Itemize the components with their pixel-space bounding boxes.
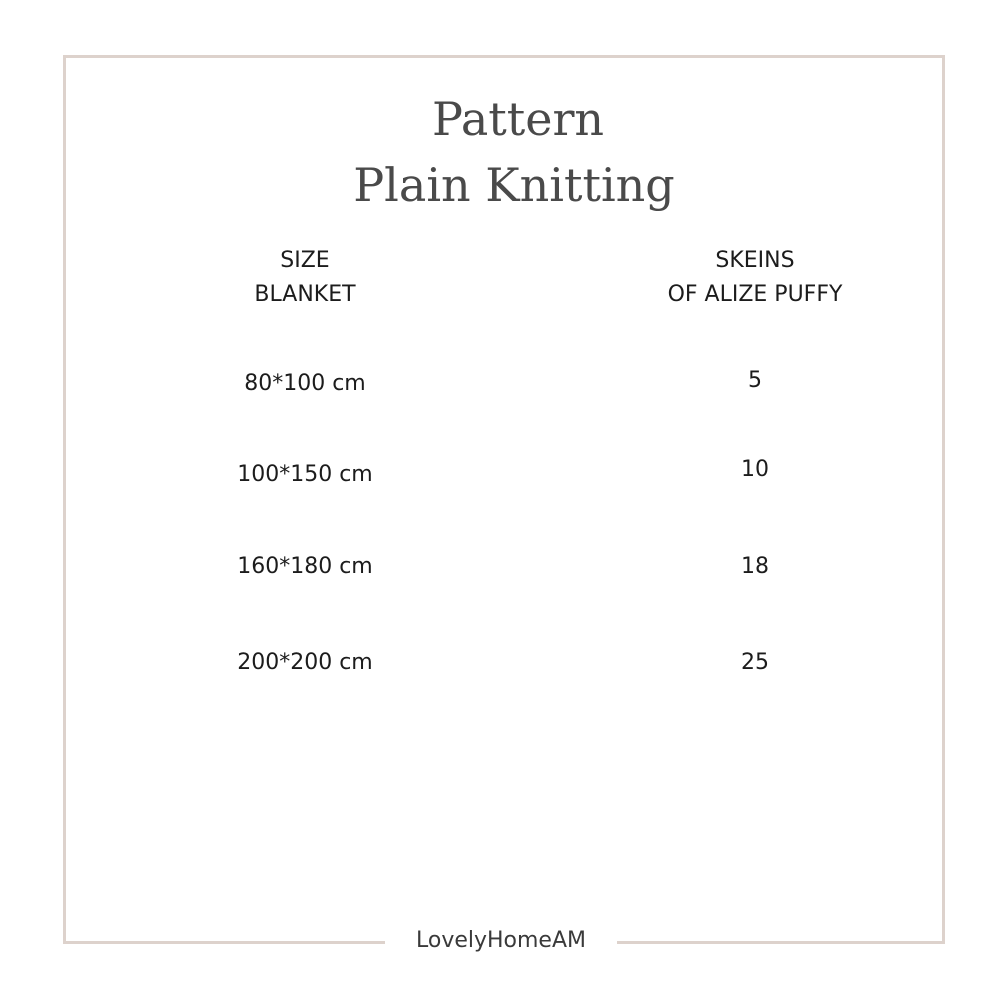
- skeins-header-line-2: OF ALIZE PUFFY: [667, 282, 843, 307]
- footer-brand: LovelyHomeAM: [415, 928, 587, 953]
- size-header-line-2: BLANKET: [254, 282, 356, 307]
- skeins-column-header: [630, 244, 880, 312]
- row-3-skeins: 18: [741, 554, 769, 579]
- row-2-size: 100*150 cm: [237, 462, 373, 487]
- frame-bottom-left-line: [63, 941, 385, 944]
- size-column-header: [195, 244, 415, 312]
- row-3-size: 160*180 cm: [237, 554, 373, 579]
- row-4-skeins: 25: [741, 650, 769, 675]
- skeins-header-line-1: SKEINS: [715, 248, 795, 273]
- title-line-2: Plain Knitting: [353, 158, 675, 212]
- row-2-skeins: 10: [741, 457, 769, 482]
- row-1-size: 80*100 cm: [244, 371, 366, 396]
- frame-bottom-right-line: [617, 941, 942, 944]
- title-line-1: Pattern: [431, 92, 605, 146]
- size-header-line-1: SIZE: [280, 248, 330, 273]
- row-4-size: 200*200 cm: [237, 650, 373, 675]
- row-1-skeins: 5: [748, 368, 762, 393]
